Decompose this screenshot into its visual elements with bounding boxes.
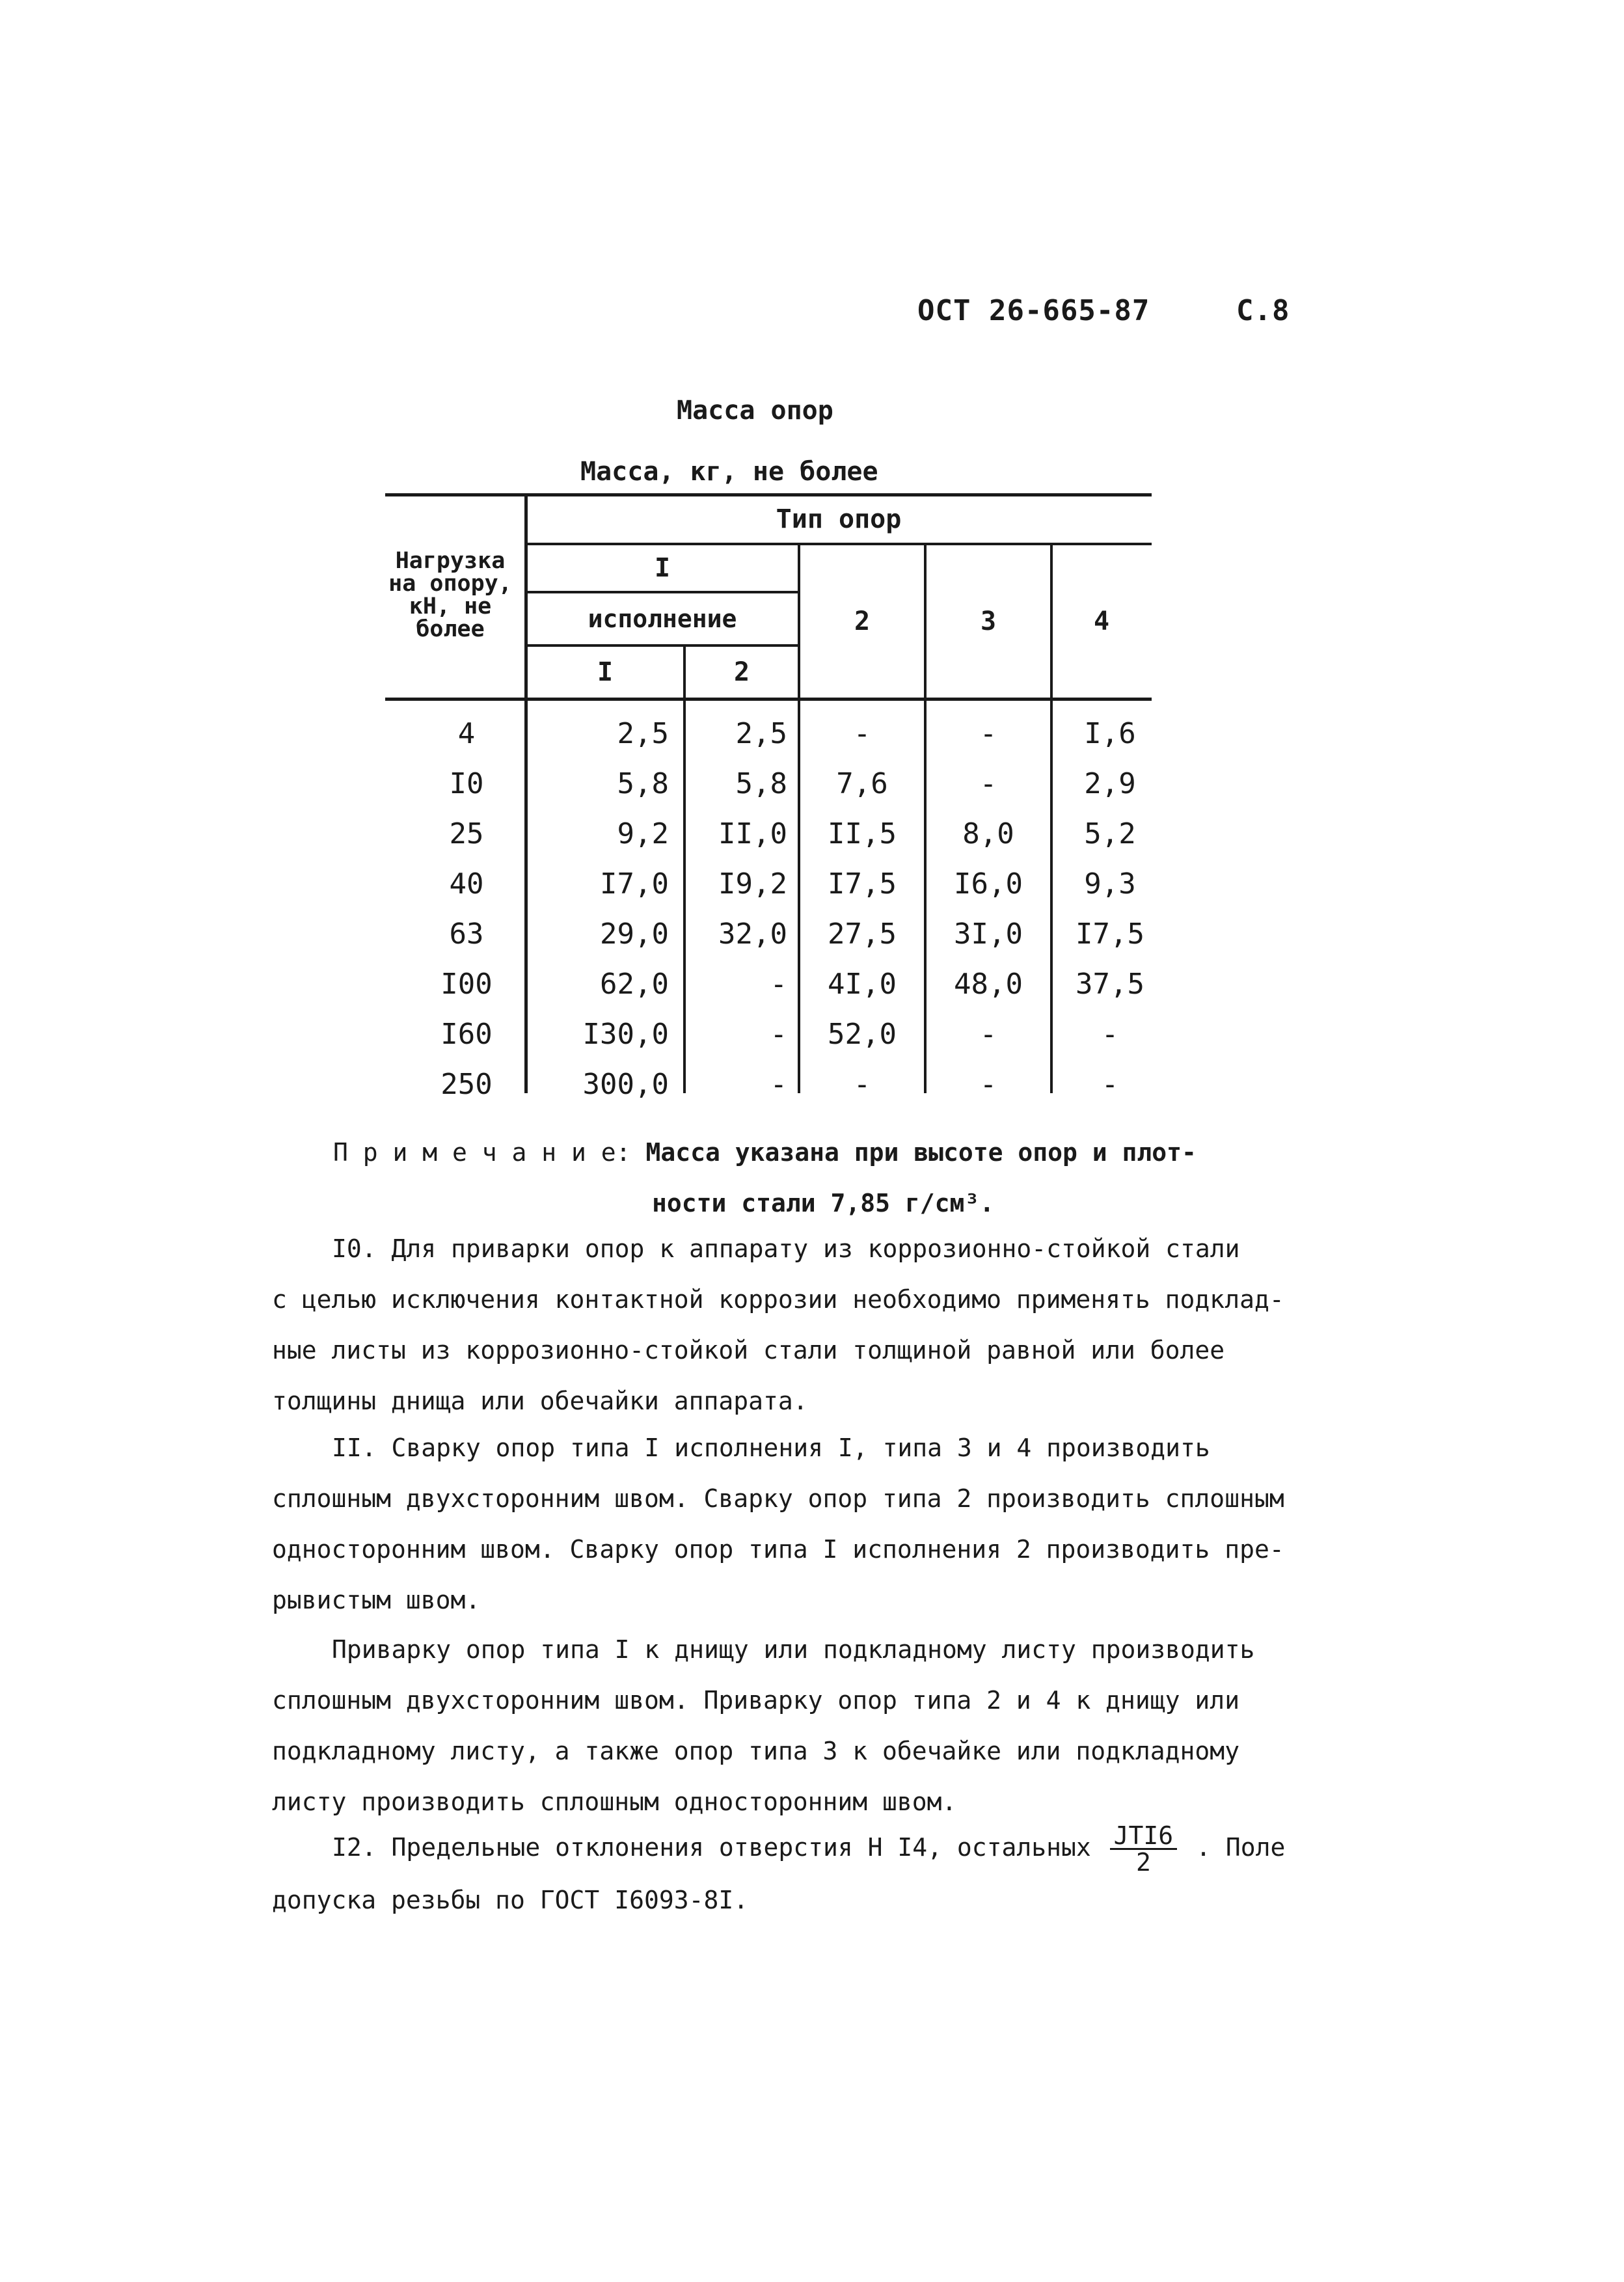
load-cell: I60 [440, 1017, 493, 1051]
load-cell: 40 [449, 867, 484, 901]
mass-cell: - [770, 1067, 787, 1101]
paragraph-line: листу производить сплошным односторонним швом. [272, 1787, 957, 1816]
tolerance-fraction [1110, 1823, 1178, 1875]
mass-cell: 5,8 [617, 767, 669, 800]
mass-cell: - [979, 1017, 997, 1051]
paragraph-line: рывистым швом. [272, 1586, 481, 1614]
mass-cell: 9,2 [617, 817, 669, 850]
paragraph-line: сплошным двухсторонним швом. Сварку опор типа 2 производить сплошным [272, 1484, 1284, 1513]
mass-cell: 7,6 [836, 767, 888, 800]
mass-cell: - [853, 1067, 871, 1101]
p12-text-after: . Поле [1196, 1833, 1286, 1862]
paragraph-line: допуска резьбы по ГОСТ I6093-8I. [272, 1886, 749, 1914]
table-title: Масса опор [677, 396, 833, 426]
paragraph-line: подкладному листу, а также опор типа 3 к обечайке или подкладному [272, 1737, 1240, 1765]
table-subtitle: Масса, кг, не более [580, 457, 878, 487]
mass-cell: 37,5 [1076, 967, 1144, 1001]
mass-cell: - [1101, 1017, 1119, 1051]
mass-cell: - [853, 716, 871, 750]
document-code: ОСТ 26-665-87 [917, 294, 1150, 327]
mass-cell: - [1101, 1067, 1119, 1101]
mass-cell: 27,5 [828, 917, 897, 951]
exec2-header: 2 [733, 657, 750, 687]
mass-cell: II,0 [718, 817, 787, 850]
mass-cell: II,5 [828, 817, 897, 850]
paragraph-line: I0. Для приварки опор к аппарату из коррозионно-стойкой стали [332, 1234, 1240, 1263]
fraction-denominator: 2 [1135, 1848, 1151, 1877]
type1-header: I [654, 553, 671, 583]
mass-cell: 2,5 [617, 716, 669, 750]
mass-cell: - [979, 767, 997, 800]
type2-header: 2 [854, 606, 871, 636]
mass-cell: I7,5 [828, 867, 897, 901]
load-cell: I00 [440, 967, 493, 1001]
paragraph-10 [272, 1223, 1320, 1426]
paragraph-line: односторонним швом. Сварку опор типа I исполнения 2 производить пре- [272, 1535, 1284, 1564]
row-header: Нагрузка на опору, кН, не более [388, 548, 512, 642]
load-cell: 4 [457, 716, 476, 750]
mass-cell: I30,0 [582, 1017, 669, 1051]
fraction-numerator: JTI6 [1110, 1823, 1178, 1850]
paragraph-line: Приварку опор типа I к днищу или подкладному листу производить [332, 1635, 1255, 1664]
paragraph-line: ные листы из коррозионно-стойкой стали толщиной равной или более [272, 1336, 1225, 1365]
mass-cell: I7,0 [600, 867, 669, 901]
mass-cell: 300,0 [582, 1067, 669, 1101]
mass-cell: 62,0 [600, 967, 669, 1001]
p12-text-before: I2. Предельные отклонения отверстия Н I4, остальных [332, 1833, 1091, 1862]
mass-cell: I,6 [1084, 716, 1136, 750]
paragraph-line [272, 1822, 1320, 1875]
note-line-1: Масса указана при высоте опор и плот- [645, 1138, 1197, 1167]
group-header: Тип опор [776, 504, 902, 534]
mass-cell: 8,0 [962, 817, 1014, 850]
mass-cell: - [770, 1017, 787, 1051]
mass-cell: - [979, 716, 997, 750]
mass-cell: 2,5 [735, 716, 787, 750]
paragraph-line: толщины днища или обечайки аппарата. [272, 1387, 808, 1415]
note-label: П р и м е ч а н и е: [333, 1138, 631, 1167]
paragraph-12 [272, 1822, 1320, 1925]
mass-cell: 48,0 [954, 967, 1023, 1001]
load-cell: 63 [449, 917, 484, 951]
mass-cell: 9,3 [1084, 867, 1136, 901]
type4-header: 4 [1093, 606, 1110, 636]
note-line-2: ности стали 7,85 г/см³. [652, 1189, 995, 1217]
mass-cell: I6,0 [954, 867, 1023, 901]
paragraph-11 [272, 1422, 1320, 1625]
mass-cell: 4I,0 [828, 967, 897, 1001]
table-note [333, 1127, 1197, 1229]
mass-cell: 3I,0 [954, 917, 1023, 951]
load-cell: 250 [440, 1067, 493, 1101]
mass-cell: - [770, 967, 787, 1001]
load-cell: 25 [449, 817, 484, 850]
paragraph-line: с целью исключения контактной коррозии необходимо применять подклад- [272, 1285, 1284, 1314]
mass-cell: 29,0 [600, 917, 669, 951]
mass-cell: 2,9 [1084, 767, 1136, 800]
mass-cell: 5,2 [1084, 817, 1136, 850]
page-number: С.8 [1236, 294, 1290, 327]
mass-cell: I7,5 [1076, 917, 1144, 951]
exec1-header: I [597, 657, 614, 687]
paragraph-line: сплошным двухсторонним швом. Приварку опор типа 2 и 4 к днищу или [272, 1686, 1240, 1715]
paragraph-11-welding [272, 1624, 1320, 1827]
paragraph-line: II. Сварку опор типа I исполнения I, типа 3 и 4 производить [332, 1433, 1210, 1462]
header-bottom-rule [385, 698, 1152, 701]
mass-cell: - [979, 1067, 997, 1101]
load-cell: I0 [449, 767, 484, 800]
mass-cell: 52,0 [828, 1017, 897, 1051]
type3-header: 3 [980, 606, 997, 636]
mass-cell: 5,8 [735, 767, 787, 800]
mass-cell: I9,2 [718, 867, 787, 901]
execution-header: исполнение [588, 604, 737, 633]
mass-cell: 32,0 [718, 917, 787, 951]
